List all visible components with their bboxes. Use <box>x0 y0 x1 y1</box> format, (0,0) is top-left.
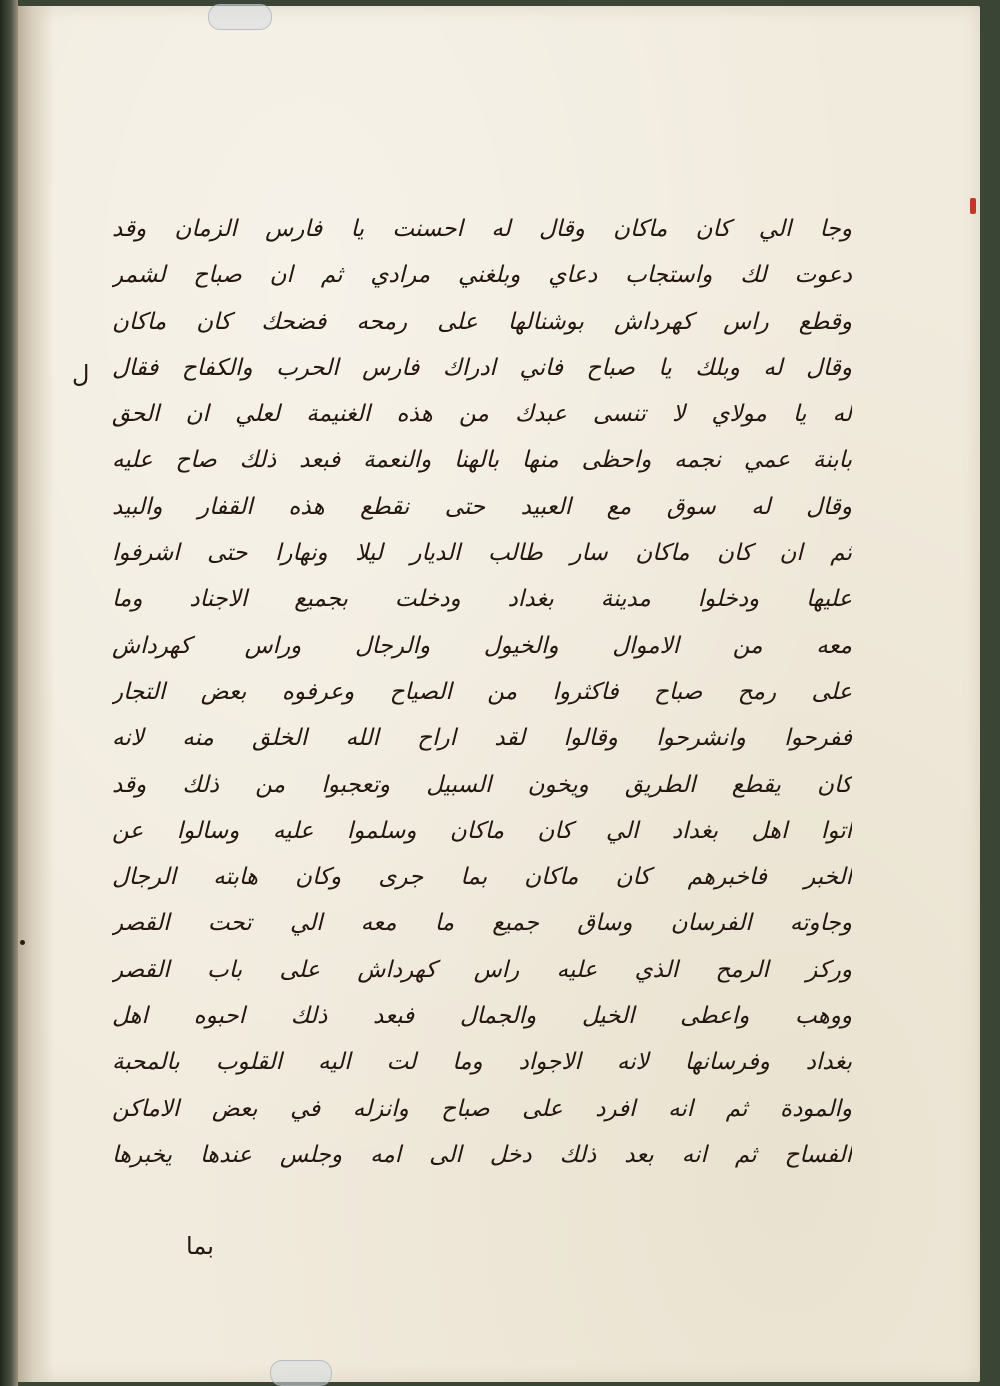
text-line-12: ففرحوا وانشرحوا وقالوا لقد اراح الله الخلق منه لانه <box>112 725 852 752</box>
text-line-19: بغداد وفرسانها لانه الاجواد وما لت اليه القلوب بالمحبة <box>112 1049 852 1076</box>
text-line-9: عليها ودخلوا مدينة بغداد ودخلت بجميع الاجناد وما <box>112 586 852 613</box>
page-gutter <box>18 6 54 1382</box>
text-line-15: الخبر فاخبرهم كان ماكان بما جرى وكان هابته الرجال <box>112 864 852 891</box>
text-line-13: كان يقطع الطريق ويخون السبيل وتعجبوا من ذلك وقد <box>112 771 852 798</box>
page-clip-bottom <box>270 1360 332 1386</box>
manuscript-text <box>112 206 852 1178</box>
text-line-18: ووهب واعطى الخيل والجمال فبعد ذلك احبوه اهل <box>112 1003 852 1030</box>
text-line-1: وجا الي كان ماكان وقال له احسنت يا فارس الزمان وقد <box>112 216 852 242</box>
text-line-7: وقال له سوق مع العبيد حتى نقطع هذه القفار والبيد <box>112 493 852 520</box>
text-line-16: وجاوته الفرسان وساق جميع ما معه الي تحت القصر <box>112 910 852 937</box>
text-line-14: اتوا اهل بغداد الي كان ماكان وسلموا عليه وسالوا عن <box>112 817 852 844</box>
text-line-17: وركز الرمح الذي عليه راس كهرداش على باب القصر <box>112 956 852 983</box>
text-line-5: له يا مولاي لا تنسى عبدك من هذه الغنيمة لعلي ان الحق <box>112 401 852 428</box>
text-line-2: دعوت لك واستجاب دعاي وبلغني مرادي ثم ان صباح لشمر <box>112 262 852 289</box>
page-clip-top <box>208 4 272 30</box>
text-line-3: وقطع راس كهرداش بوشنالها على رمحه فضحك كان ماكان <box>112 308 852 335</box>
red-ink-mark <box>970 198 976 214</box>
text-line-11: على رمح صباح فاكثروا من الصياح وعرفوه بعض التجار <box>112 678 852 705</box>
ink-dot <box>20 940 25 945</box>
text-line-10: معه من الاموال والخيول والرجال وراس كهرداش <box>112 632 852 659</box>
text-line-6: بابنة عمي نجمه واحظى منها بالهنا والنعمة فبعد ذلك صاح عليه <box>112 447 852 474</box>
margin-note: ل <box>72 360 90 388</box>
catchword: بما <box>186 1232 214 1260</box>
binding-edge <box>0 0 18 1386</box>
text-line-20: والمودة ثم انه افرد على صباح وانزله في بعض الاماكن <box>112 1095 852 1122</box>
text-line-4: وقال له وبلك يا صباح فاني ادراك فارس الحرب والكفاح فقال <box>112 354 852 381</box>
text-line-8: ثم ان كان ماكان سار طالب الديار ليلا ونهارا حتى اشرفوا <box>112 540 852 567</box>
text-line-21: الفساح ثم انه بعد ذلك دخل الى امه وجلس عندها يخبرها <box>112 1141 852 1168</box>
